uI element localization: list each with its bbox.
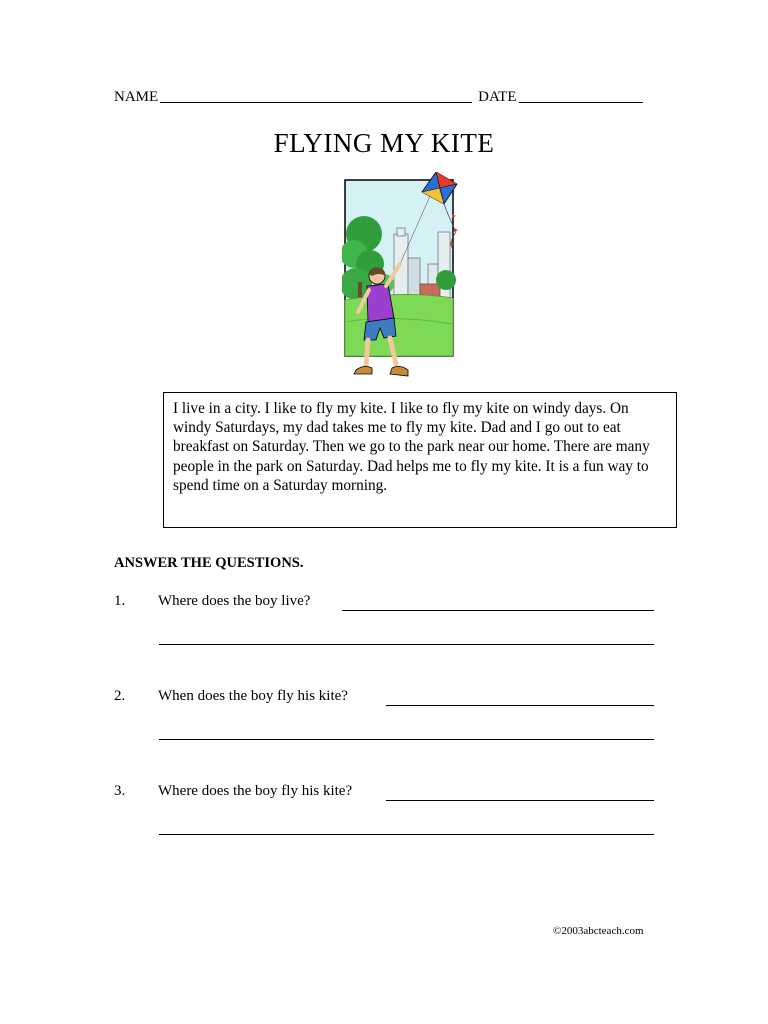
worksheet-title: FLYING MY KITE: [273, 128, 495, 158]
answer-line[interactable]: [159, 834, 654, 835]
story-box: [163, 392, 677, 528]
answer-line[interactable]: [159, 739, 654, 740]
name-date-row: [114, 86, 654, 106]
story-text: I live in a city. I like to fly my kite. I like to fly my kite on windy days. On windy Saturdays, my dad takes me to fly my kite. Dad and I go out to eat breakfast on Saturday. Then we go to the park near our home. There are many people in the park on Saturday. Dad helps me to fly my kite. It is a fun way to spend time on a Saturday morning.: [173, 400, 650, 494]
boy-flying-kite-illustration: [342, 172, 462, 382]
name-blank[interactable]: [160, 87, 472, 103]
questions-heading: ANSWER THE QUESTIONS.: [114, 555, 304, 571]
answer-line[interactable]: [342, 610, 654, 611]
question-number: 3.: [114, 783, 126, 799]
name-label: NAME: [114, 89, 159, 105]
question-number: 1.: [114, 593, 126, 609]
question-text: Where does the boy fly his kite?: [158, 783, 353, 799]
date-label: DATE: [478, 89, 517, 105]
copyright-notice: ©2003abcteach.com: [553, 925, 644, 937]
answer-line[interactable]: [386, 705, 654, 706]
answer-line[interactable]: [386, 800, 654, 801]
question-text: When does the boy fly his kite?: [158, 688, 348, 704]
answer-line[interactable]: [159, 644, 654, 645]
date-blank[interactable]: [519, 87, 643, 103]
question-text: Where does the boy live?: [158, 593, 311, 609]
question-number: 2.: [114, 688, 126, 704]
